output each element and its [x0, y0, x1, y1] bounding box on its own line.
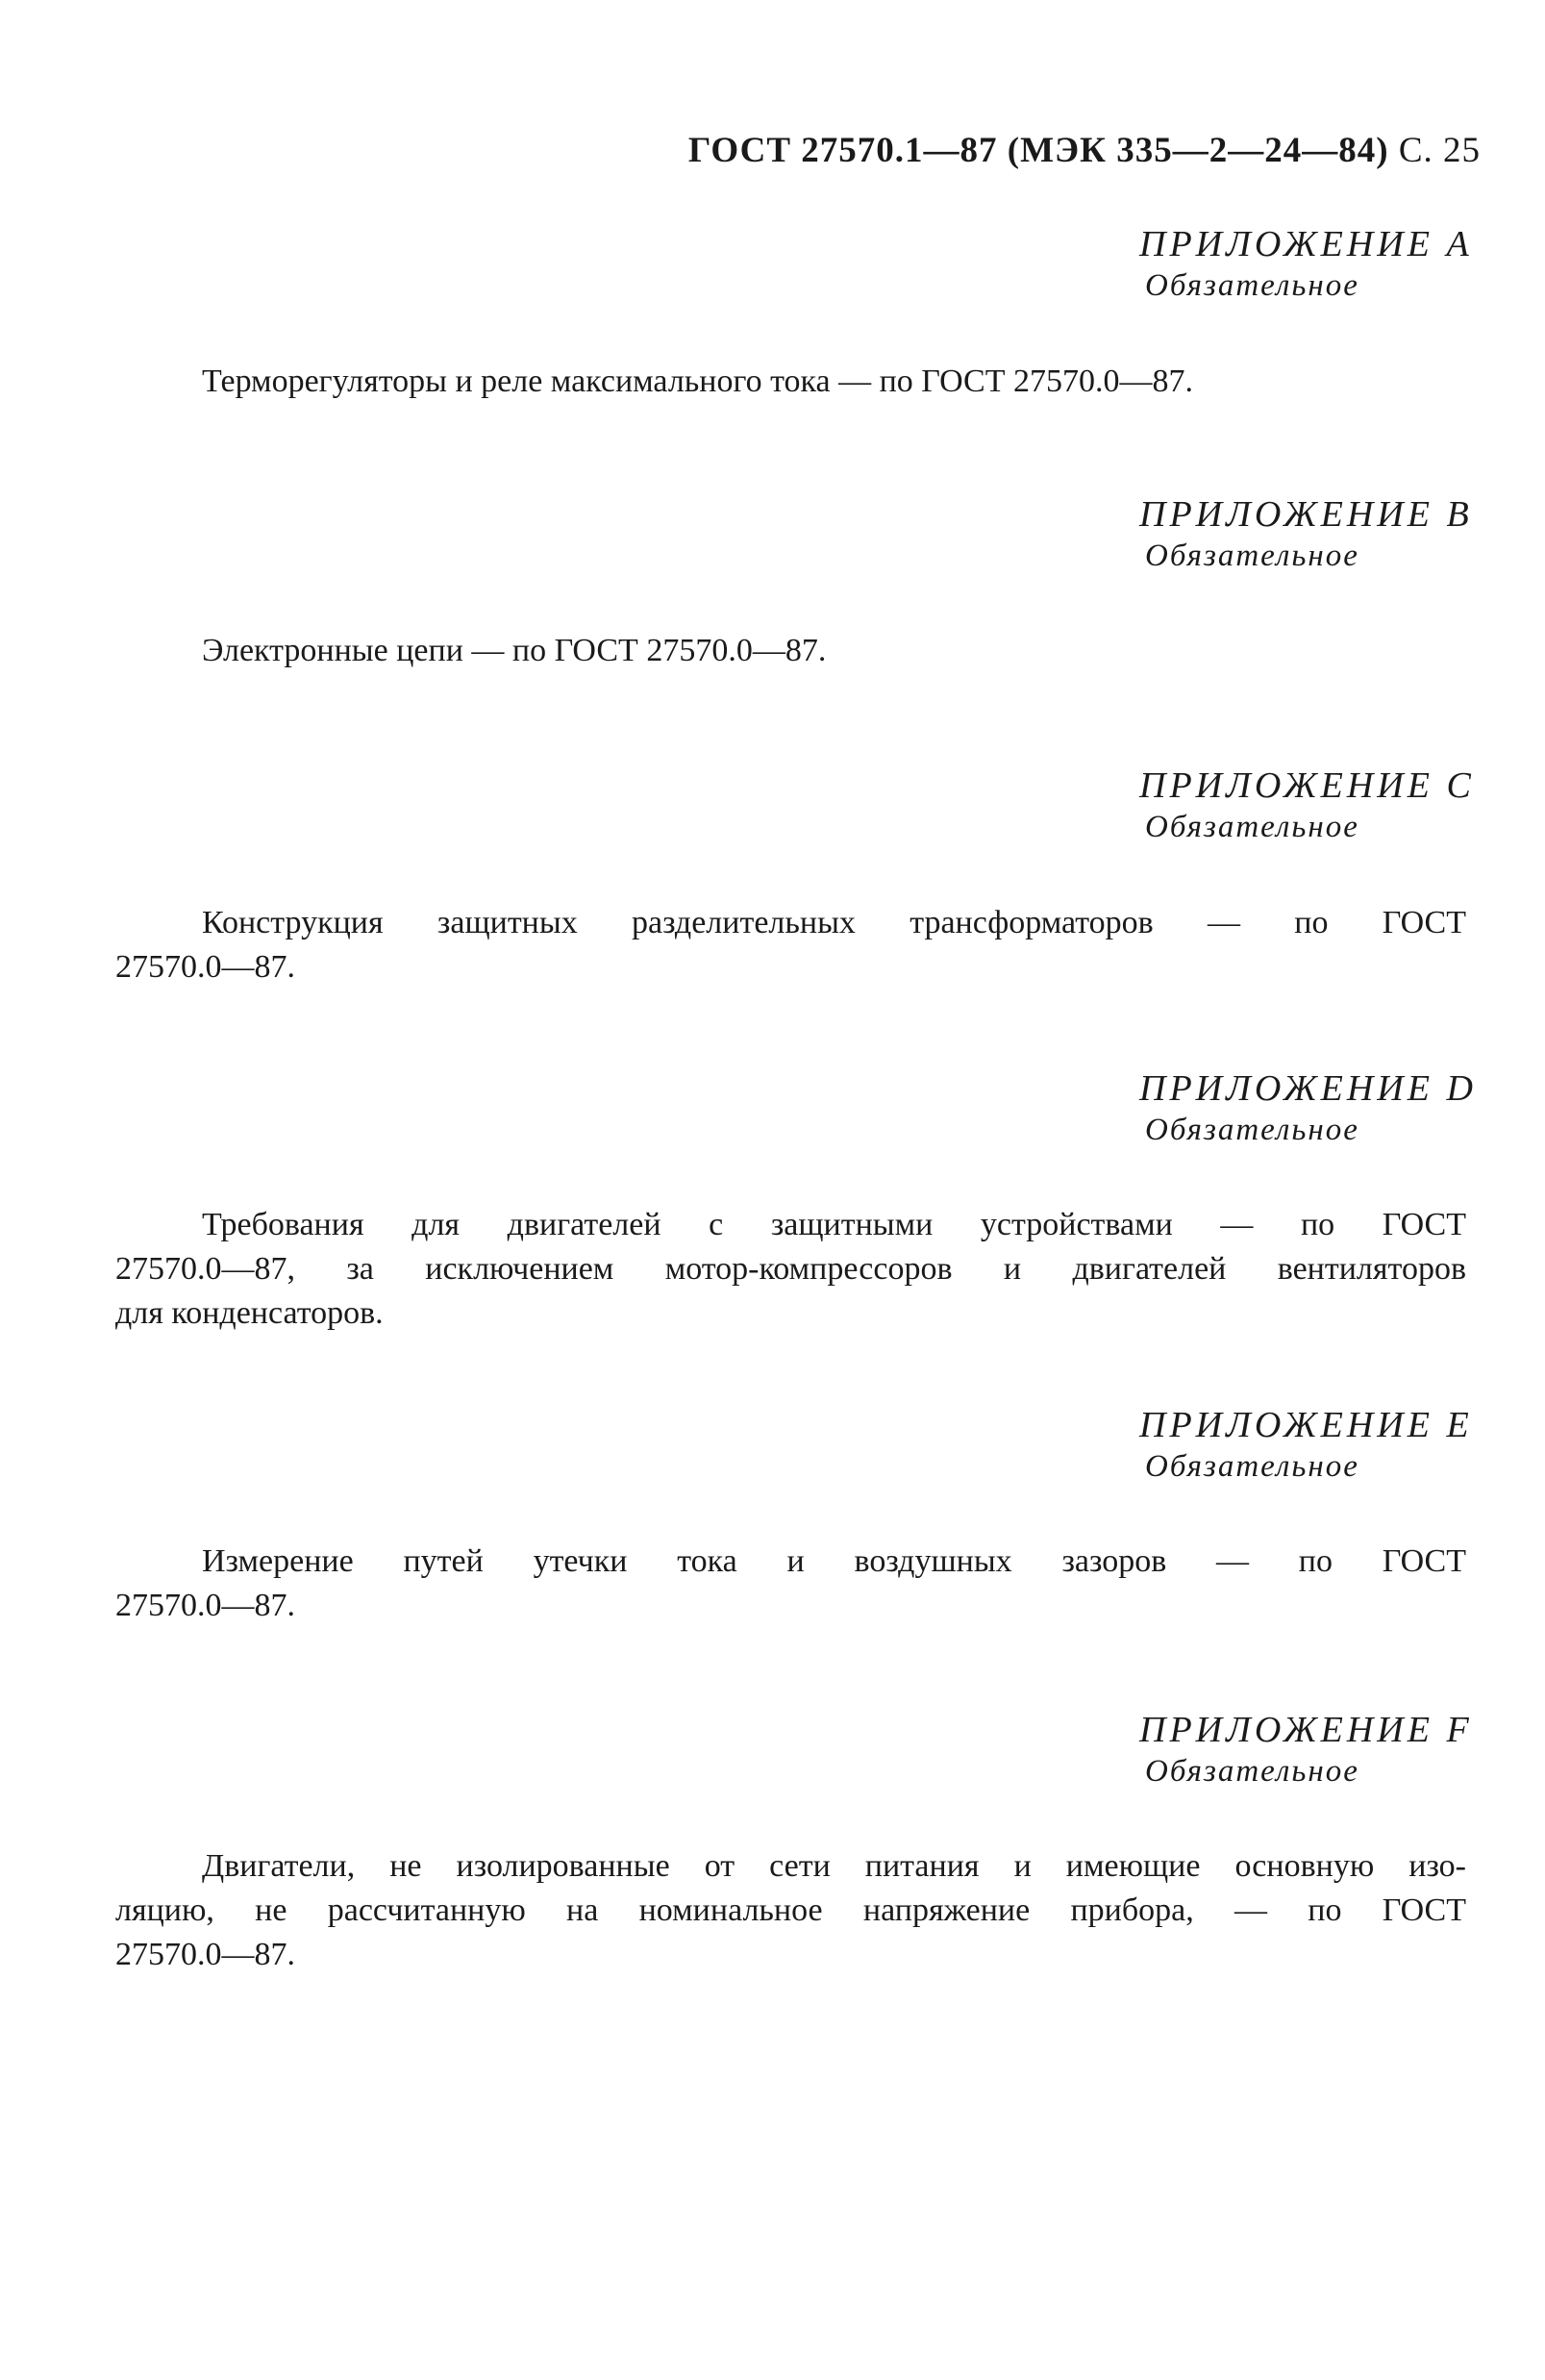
annex-f-title: ПРИЛОЖЕНИЕ F — [1139, 1710, 1473, 1750]
annex-c-text — [115, 901, 1466, 990]
standard-designation: ГОСТ 27570.1—87 (МЭК 335—2—24—84) — [687, 131, 1389, 170]
annex-e-line-1: Измерение путей утечки тока и воздушных зазоров — по ГОСТ — [202, 1543, 1466, 1579]
annex-c-status: Обязательное — [1145, 810, 1359, 844]
annex-a-title: ПРИЛОЖЕНИЕ А — [1139, 224, 1473, 264]
annex-e-text — [115, 1540, 1466, 1628]
annex-c-line-2: 27570.0—87. — [115, 949, 295, 985]
annex-c-title: ПРИЛОЖЕНИЕ С — [1139, 765, 1475, 806]
annex-b-heading — [1139, 493, 1505, 576]
annex-d-heading — [1139, 1067, 1505, 1150]
annex-d-line-2: 27570.0—87, за исключением мотор-компрессоров и двигателей вентиляторов — [115, 1251, 1466, 1287]
annex-f-text — [115, 1844, 1466, 1977]
annex-f-status: Обязательное — [1145, 1754, 1359, 1789]
annex-d-line-1: Требования для двигателей с защитными устройствами — по ГОСТ — [202, 1207, 1466, 1242]
annex-f-line-2: ляцию, не рассчитанную на номинальное напряжение прибора, — по ГОСТ — [115, 1892, 1466, 1928]
annex-e-status: Обязательное — [1145, 1449, 1359, 1484]
annex-b-text — [115, 629, 1466, 673]
annex-f-heading — [1139, 1709, 1505, 1791]
annex-a-status: Обязательное — [1145, 268, 1359, 303]
annex-e-line-2: 27570.0—87. — [115, 1588, 295, 1623]
annex-f-line-1: Двигатели, не изолированные от сети питания и имеющие основную изо- — [202, 1848, 1466, 1884]
annex-a-text — [115, 360, 1466, 404]
annex-d-line-3: для конденсаторов. — [115, 1295, 384, 1331]
annex-d-text — [115, 1203, 1466, 1336]
annex-c-heading — [1139, 764, 1505, 847]
annex-e-heading — [1139, 1404, 1505, 1487]
annex-b-status: Обязательное — [1145, 539, 1359, 573]
annex-a-line-1: Терморегуляторы и реле максимального тока — по ГОСТ 27570.0—87. — [202, 363, 1194, 399]
annex-e-title: ПРИЛОЖЕНИЕ Е — [1139, 1405, 1473, 1445]
page-header — [688, 130, 1481, 171]
annex-a-heading — [1139, 223, 1505, 306]
annex-f-line-3: 27570.0—87. — [115, 1937, 295, 1972]
annex-d-title: ПРИЛОЖЕНИЕ D — [1139, 1068, 1477, 1109]
page-number: С. 25 — [1398, 131, 1481, 170]
annex-d-status: Обязательное — [1145, 1113, 1359, 1147]
annex-c-line-1: Конструкция защитных разделительных трансформаторов — по ГОСТ — [202, 905, 1466, 940]
annex-b-title: ПРИЛОЖЕНИЕ В — [1139, 494, 1473, 535]
annex-b-line-1: Электронные цепи — по ГОСТ 27570.0—87. — [202, 633, 827, 668]
